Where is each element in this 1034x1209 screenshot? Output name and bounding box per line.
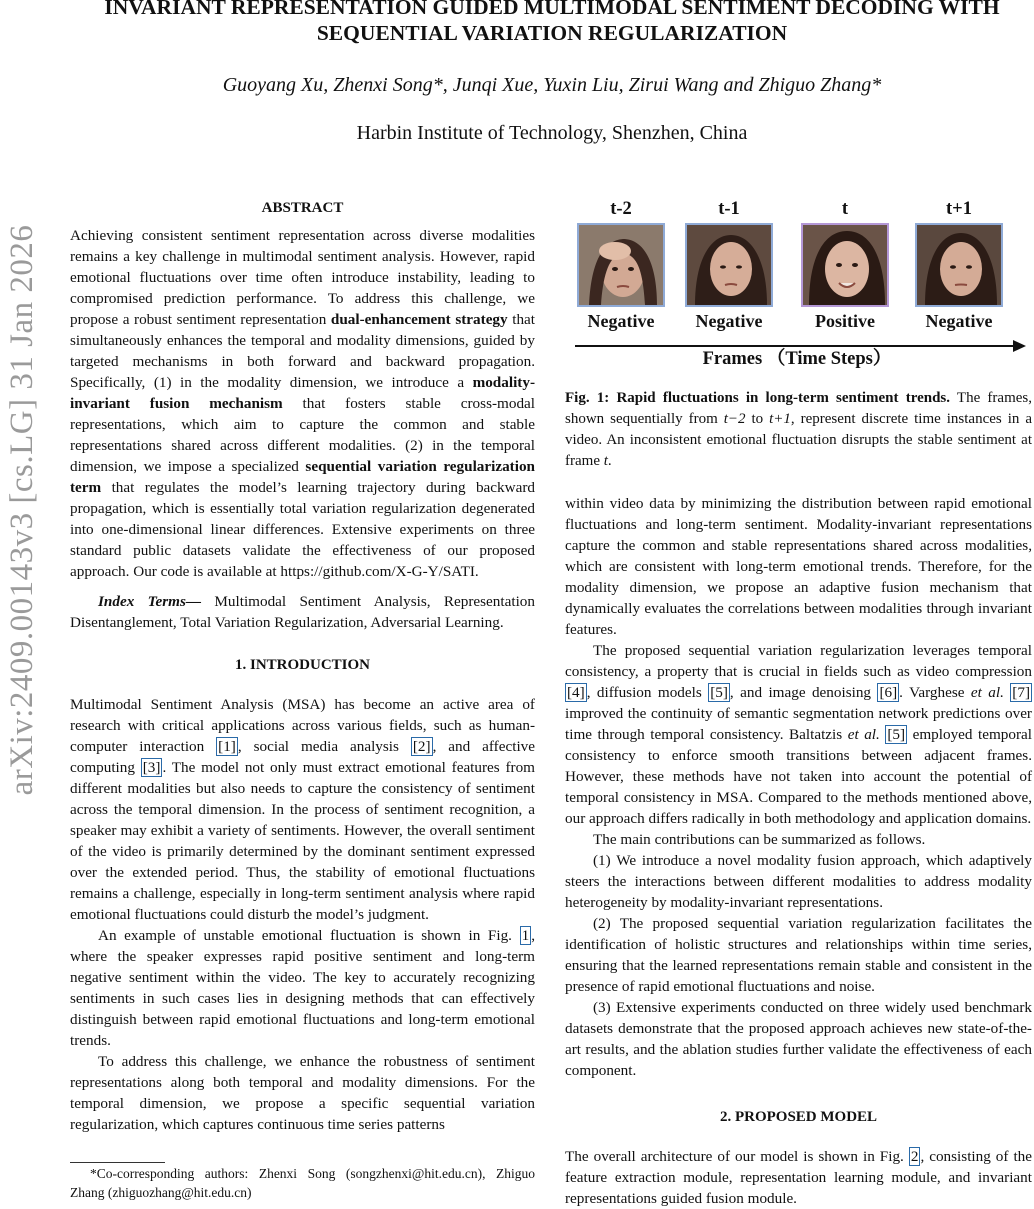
title-line-1: INVARIANT REPRESENTATION GUIDED MULTIMODAL SENTIMENT DECODING WITH xyxy=(104,0,1000,19)
frame-time-label: t+1 xyxy=(946,199,972,219)
frame-t xyxy=(800,195,890,335)
abstract-bold-3: sequential variation regularization term xyxy=(70,458,535,496)
figure-1-link[interactable]: 1 xyxy=(521,927,530,944)
face-image xyxy=(685,223,773,307)
face-image xyxy=(577,223,665,307)
footnote: *Co-corresponding authors: Zhenxi Song (songzhenxi@hit.edu.cn), Zhiguo Zhang (zhiguozhang@hit.edu.cn) xyxy=(70,1166,535,1200)
abstract-bold-1: dual-enhancement strategy xyxy=(330,311,508,328)
citation-3[interactable]: [3] xyxy=(142,759,161,776)
figure-2-link[interactable]: 2 xyxy=(910,1148,919,1165)
citation-7[interactable]: [7] xyxy=(1012,684,1031,701)
index-terms-label: Index Terms— xyxy=(98,593,202,610)
frame-t-plus-1 xyxy=(914,195,1004,335)
frame-sentiment-label: Negative xyxy=(587,311,655,331)
figure-1 xyxy=(565,195,1029,375)
affiliation: Harbin Institute of Technology, Shenzhen, China xyxy=(356,122,748,144)
figure-1-caption: Fig. 1: Rapid fluctuations in long-term sentiment trends. The frames, shown sequentially from t−2 to t+1, represent discrete time instances in a video. An inconsistent emotional fluctuation disrupts the stable sentiment at frame t. xyxy=(565,390,1032,469)
footnote-rule xyxy=(70,1162,165,1163)
intro-heading: 1. INTRODUCTION xyxy=(234,657,370,673)
intro-paragraph-2: An example of unstable emotional fluctuation is shown in Fig. 1 , where the speaker expresses rapid positive sentiment and long-term negative sentiment within the video. The key to accurately recognizing sentiments in such cases lies in designing methods that can effectively distinguish between rapid emotional fluctuations and long-term emotional trends. xyxy=(70,927,535,1049)
citation-5-repeat[interactable]: [5] xyxy=(887,726,906,743)
frame-t-minus-1 xyxy=(684,195,774,335)
frame-t-minus-2 xyxy=(576,195,666,335)
face-image xyxy=(915,223,1003,307)
frame-time-label: t xyxy=(841,199,849,219)
right-paragraph-3: The main contributions can be summarized as follows. xyxy=(593,831,926,848)
model-paragraph-1: The overall architecture of our model is shown in Fig. 2 , consisting of the feature extraction module, representation learning module, and invariant representations guided fusion module. xyxy=(565,1148,1032,1207)
contribution-3: (3) Extensive experiments conducted on three widely used benchmark datasets demonstrate that the proposed approach achieves new state-of-the-art results, and the ablation studies further validate the effectiveness of each component. xyxy=(565,999,1032,1079)
frame-sentiment-label: Positive xyxy=(815,311,875,331)
citation-5[interactable]: [5] xyxy=(710,684,728,701)
model-heading: 2. PROPOSED MODEL xyxy=(719,1109,878,1125)
paper-title xyxy=(70,0,1034,46)
intro-paragraph-1: Multimodal Sentiment Analysis (MSA) has become an active area of research with critical applications across various fields, such as human-computer interaction [1] , social media analysis [2] , and affective computing [3] . The model not only must extract emotional features from different modalities but also needs to capture the consistency of sentiment across the temporal dimension. In the process of sentiment recognition, a speaker may exhibit a variety of sentiments. However, the overall sentiment of the video is primarily determined by the dominant sentiment expressed over the extended period. Thus, the stability of emotional fluctuations remains a challenge, especially in long-term sentiment analysis where rapid emotional fluctuations could disturb the model’s judgment. xyxy=(70,696,535,923)
right-column xyxy=(565,493,1032,1209)
arxiv-identifier: arXiv:2409.00143v3 [cs.LG] 31 Jan 2026 xyxy=(4,224,40,796)
frame-time-label: t-2 xyxy=(610,199,632,219)
right-paragraph-2: The proposed sequential variation regularization leverages temporal consistency, a property that is crucial in fields such as video compression [4] , diffusion models [5] , and image denoising [6] . Varghese et al. [7] improved the continuity of semantic segmentation network predictions over time through temporal consistency. Baltatzis et al. [5] employed temporal consistency to enforce smooth transitions between adjacent frames. However, these methods have not taken into account the potential of temporal consistency in MSA. Compared to the methods mentioned above, our approach differs radically in both methodology and application domains. xyxy=(565,642,1033,827)
caption-bold: Rapid fluctuations in long-term sentiment trends. xyxy=(616,390,951,406)
citation-6[interactable]: [6] xyxy=(879,684,898,701)
frame-time-label: t-1 xyxy=(718,199,740,219)
caption-label: Fig. 1: xyxy=(565,390,617,406)
frame-sentiment-label: Negative xyxy=(695,311,763,331)
author-list: Guoyang Xu, Zhenxi Song*, Junqi Xue, Yuxin Liu, Zirui Wang and Zhiguo Zhang* xyxy=(222,74,882,96)
abstract-bold-2: modality-invariant fusion mechanism xyxy=(70,374,535,412)
abstract-heading: ABSTRACT xyxy=(261,200,344,216)
abstract-text: Achieving consistent sentiment representation across diverse modalities remains a key challenge in multimodal sentiment analysis. However, rapid emotional fluctuations over time often introduce instability, leading to compromised prediction performance. To address this challenge, we propose a robust sentiment representation dual-enhancement strategy that simultaneously enhances the temporal and modality dimensions, guided by targeted mechanisms in both forward and backward propagation. Specifically, (1) in the modality dimension, we introduce a modality-invariant fusion mechanism that fosters stable cross-modal representations, which aim to capture the common and stable representations shared across different modalities. (2) in the temporal dimension, we impose a specialized sequential variation regularization term that regulates the model’s learning trajectory during backward propagation, which is essentially total variation regularization degenerated into one-dimensional linear differences. Extensive experiments on three standard public datasets validate the effectiveness of our proposed approach. Our code is available at https://github.com/X-G-Y/SATI. xyxy=(70,227,536,580)
contribution-2: (2) The proposed sequential variation regularization facilitates the identification of holistic structures and relationships within time series, ensuring that the learned representations remain stable and consistent in the presence of rapid emotional fluctuations and noise. xyxy=(565,915,1032,995)
citation-1[interactable]: [1] xyxy=(218,738,236,755)
time-axis-label: Frames （Time Steps） xyxy=(702,349,892,369)
frame-sentiment-label: Negative xyxy=(925,311,993,331)
index-terms: Index Terms— Multimodal Sentiment Analysis, Representation Disentanglement, Total Variation Regularization, Adversarial Learning. xyxy=(70,593,535,631)
title-line-2: SEQUENTIAL VARIATION REGULARIZATION xyxy=(316,21,788,45)
left-column xyxy=(70,198,535,1135)
intro-paragraph-3: To address this challenge, we enhance the robustness of sentiment representations along both temporal and modality dimensions. For the temporal dimension, we propose a specific sequential variation regularization, which captures continuous time series patterns xyxy=(70,1053,535,1133)
citation-2[interactable]: [2] xyxy=(412,738,431,755)
contribution-1: (1) We introduce a novel modality fusion approach, which adaptively steers the interactions between different modalities to address modality heterogeneity by modality-invariant representations. xyxy=(565,852,1032,911)
citation-4[interactable]: [4] xyxy=(567,684,585,701)
right-paragraph-1: within video data by minimizing the distribution between rapid emotional fluctuations and long-term sentiment. Modality-invariant representations capture the common and stable representations shared across modalities, which are consistent with long-term emotional trends. Therefore, for the modality dimension, we propose an adaptive fusion mechanism that dynamically evaluates the correlations between modalities through invariant features. xyxy=(565,495,1032,638)
face-image xyxy=(801,223,889,307)
